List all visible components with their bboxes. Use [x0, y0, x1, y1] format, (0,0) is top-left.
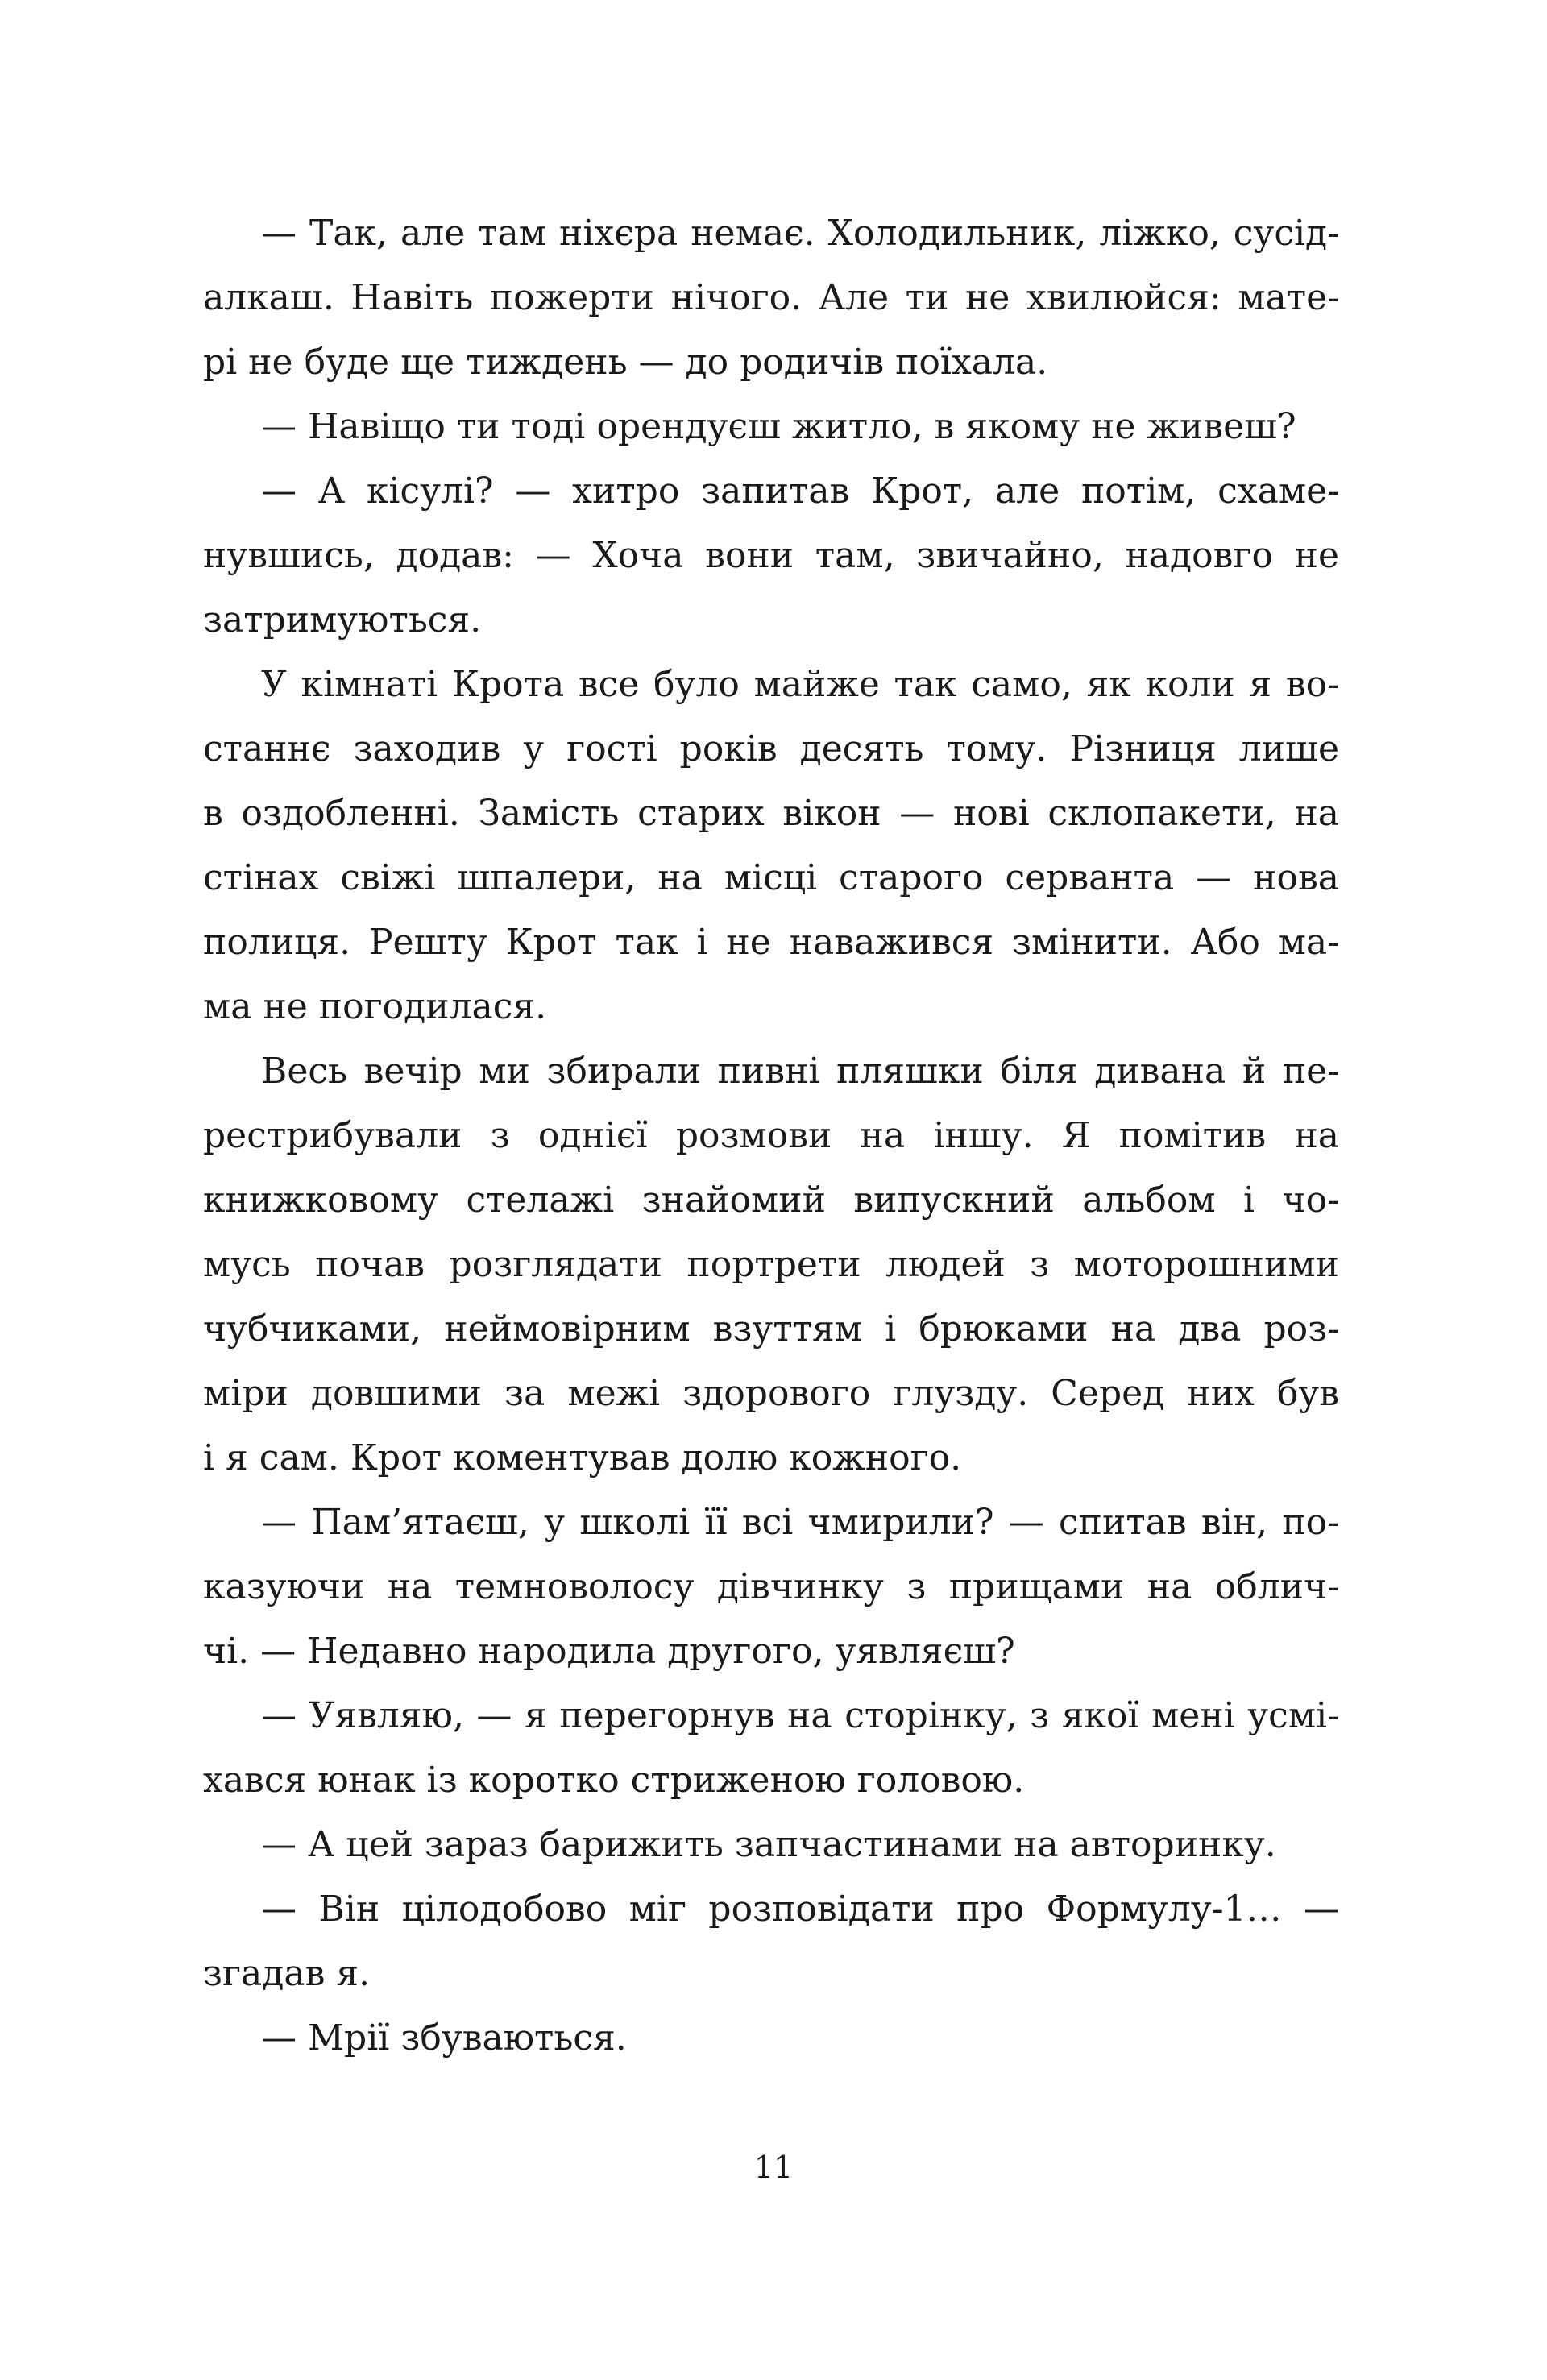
paragraph — [203, 201, 1339, 395]
paragraph — [203, 1684, 1339, 1813]
text-line: рестрибували з однієї розмови на іншу. Я помітив на — [203, 1115, 1339, 1156]
text-line: нувшись, додав: — Хоча вони там, звичайно, надовго не — [203, 535, 1339, 576]
text-line: казуючи на темноволосу дівчинку з прищами на облич- — [203, 1566, 1339, 1607]
text-line: — Він цілодобово міг розповідати про Формулу-1… — — [261, 1889, 1339, 1930]
text-line: мусь почав розглядати портрети людей з моторошними — [203, 1244, 1339, 1285]
text-line: У кімнаті Крота все було майже так само, як коли я во- — [261, 664, 1339, 705]
text-line: хався юнак із коротко стриженою головою. — [203, 1760, 1025, 1801]
text-line: — Мрії збуваються. — [261, 2017, 627, 2059]
paragraph — [203, 1039, 1339, 1491]
page-number: 11 — [753, 2150, 794, 2185]
text-line: алкаш. Навіть пожерти нічого. Але ти не хвилюйся: мате- — [203, 277, 1339, 318]
text-line: затримуються. — [203, 599, 482, 641]
text-line: і я сам. Крот коментував долю кожного. — [203, 1437, 962, 1478]
text-line: чі. — Недавно народила другого, уявляєш? — [203, 1631, 1015, 1672]
paragraph — [203, 1491, 1339, 1684]
paragraph — [203, 1813, 1339, 1877]
text-line: ма не погодилася. — [203, 986, 547, 1027]
paragraph — [203, 459, 1339, 653]
text-line: — Пам’ятаєш, у школі її всі чмирили? — спитав він, по- — [261, 1502, 1339, 1543]
text-line: — Так, але там ніхєра немає. Холодильник, ліжко, сусід- — [261, 213, 1339, 254]
text-line: в оздобленні. Замість старих вікон — нові склопакети, на — [203, 793, 1339, 834]
text-line: рі не буде ще тиждень — до родичів поїхала. — [203, 342, 1048, 383]
text-line: стінах свіжі шпалери, на місці старого серванта — нова — [203, 857, 1339, 898]
text-line: — А цей зараз барижить запчастинами на авторинку. — [261, 1824, 1276, 1865]
paragraph — [203, 1877, 1339, 2006]
text-line: чубчиками, неймовірним взуттям і брюками на два роз- — [203, 1308, 1339, 1350]
paragraph — [203, 653, 1339, 1039]
paragraph — [203, 2006, 1339, 2071]
text-line: книжковому стелажі знайомий випускний альбом і чо- — [203, 1180, 1339, 1221]
text-line: — Навіщо ти тоді орендуєш житло, в якому не живеш? — [261, 406, 1296, 447]
text-line: згадав я. — [203, 1953, 371, 1994]
text-line: полиця. Решту Крот так і не наважився змінити. Або ма- — [203, 922, 1339, 963]
paragraph — [203, 395, 1339, 459]
text-line: — А кісулі? — хитро запитав Крот, але потім, схаме- — [261, 471, 1339, 512]
text-line: Весь вечір ми збирали пивні пляшки біля дивана й пе- — [261, 1051, 1339, 1092]
text-line: — Уявляю, — я перегорнув на сторінку, з якої мені усмі- — [261, 1695, 1339, 1736]
text-line: станнє заходив у гості років десять тому. Різниця лише — [203, 728, 1339, 769]
body-text — [203, 201, 1339, 2071]
text-line: міри довшими за межі здорового глузду. Серед них був — [203, 1373, 1339, 1414]
